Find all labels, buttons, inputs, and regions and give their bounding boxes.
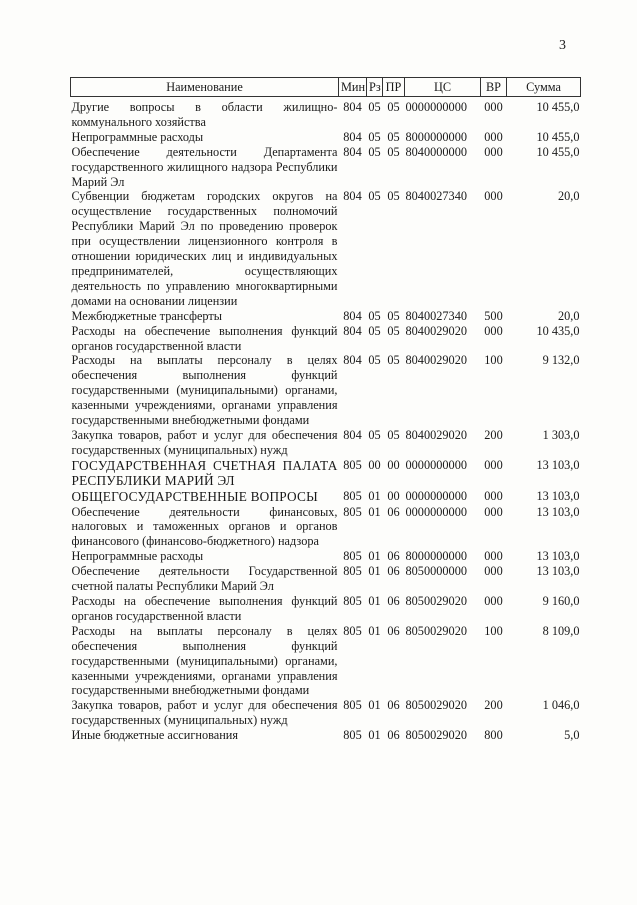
row-name-cell: Обеспечение деятельности финансовых, налоговых и таможенных органов и органов финансового (финансово-бюджетного) надзора (71, 504, 338, 549)
row-name-cell: Другие вопросы в области жилищно-коммунального хозяйства (71, 100, 338, 129)
row-sum-cell: 20,0 (557, 189, 580, 204)
table-row (71, 458, 581, 489)
column-header-min: Мин (339, 78, 367, 97)
row-name-cell: Расходы на обеспечение выполнения функций органов государственной власти (71, 323, 338, 353)
row-sum-cell: 13 103,0 (536, 504, 580, 519)
row-name-cell: ГОСУДАРСТВЕННАЯ СЧЕТНАЯ ПАЛАТА РЕСПУБЛИКИ МАРИЙ ЭЛ (71, 457, 338, 489)
row-rz-cell: 05 (368, 129, 381, 144)
row-cs-cell: 8040027340 (405, 189, 467, 204)
row-rz-cell: 05 (368, 308, 381, 323)
row-sum-cell: 13 103,0 (536, 549, 580, 564)
row-vr-cell: 000 (484, 488, 503, 503)
row-name-cell: Непрограммные расходы (71, 549, 204, 564)
row-rz-cell: 05 (368, 427, 381, 442)
row-name-cell: Обеспечение деятельности Департамента государственного жилищного надзора Республики Марий Эл (71, 144, 338, 189)
row-pr-cell: 06 (387, 504, 400, 519)
row-cs-cell: 8050029020 (405, 593, 467, 608)
row-name-cell: Межбюджетные трансферты (71, 308, 223, 323)
column-header-vr: ВР (481, 78, 507, 97)
table-row (71, 728, 581, 743)
row-name-cell: Расходы на обеспечение выполнения функций органов государственной власти (71, 593, 338, 623)
row-cs-cell: 8050029020 (405, 623, 467, 638)
table-row (71, 145, 581, 190)
row-rz-cell: 05 (368, 323, 381, 338)
row-sum-cell: 10 455,0 (536, 144, 580, 159)
row-sum-cell: 1 303,0 (542, 427, 580, 442)
row-cs-cell: 8050029020 (405, 698, 467, 713)
table-body (71, 97, 581, 744)
row-vr-cell: 000 (484, 144, 503, 159)
column-header-sum: Сумма (507, 78, 581, 97)
row-rz-cell: 00 (368, 457, 381, 472)
row-pr-cell: 05 (387, 308, 400, 323)
row-name-cell: Расходы на выплаты персоналу в целях обеспечения выполнения функций государственными (муниципальными) органами, казенными учреждениями, органами управления государственными внебюджетными фондами (71, 623, 338, 698)
row-name-cell: Закупка товаров, работ и услуг для обеспечения государственных (муниципальных) нужд (71, 427, 338, 457)
row-vr-cell: 000 (484, 504, 503, 519)
row-rz-cell: 01 (368, 728, 381, 743)
column-header-name: Наименование (71, 78, 339, 97)
row-pr-cell: 05 (387, 353, 400, 368)
row-pr-cell: 05 (387, 129, 400, 144)
row-sum-cell: 13 103,0 (536, 564, 580, 579)
row-name-cell: Непрограммные расходы (71, 129, 204, 144)
row-vr-cell: 000 (484, 564, 503, 579)
row-cs-cell: 8050029020 (405, 728, 467, 743)
row-rz-cell: 01 (368, 549, 381, 564)
row-min-cell: 805 (343, 564, 362, 579)
table-row (71, 353, 581, 428)
row-rz-cell: 01 (368, 698, 381, 713)
row-name-cell: Иные бюджетные ассигнования (71, 728, 239, 743)
row-cs-cell: 8040029020 (405, 427, 467, 442)
row-vr-cell: 000 (484, 549, 503, 564)
row-pr-cell: 05 (387, 323, 400, 338)
row-vr-cell: 000 (484, 593, 503, 608)
row-min-cell: 804 (343, 100, 362, 114)
row-vr-cell: 000 (484, 457, 503, 472)
row-rz-cell: 01 (368, 623, 381, 638)
row-rz-cell: 01 (368, 593, 381, 608)
row-pr-cell: 05 (387, 144, 400, 159)
row-rz-cell: 05 (368, 100, 381, 114)
row-rz-cell: 05 (368, 189, 381, 204)
row-vr-cell: 500 (484, 308, 503, 323)
row-sum-cell: 13 103,0 (536, 488, 580, 503)
row-name-cell: ОБЩЕГОСУДАРСТВЕННЫЕ ВОПРОСЫ (71, 488, 318, 504)
row-pr-cell: 06 (387, 728, 400, 743)
row-name-cell: Расходы на выплаты персоналу в целях обеспечения выполнения функций государственными (муниципальными) органами, казенными учреждениями, органами управления государственными внебюджетными фондами (71, 353, 338, 428)
row-min-cell: 805 (343, 504, 362, 519)
table-row (71, 428, 581, 458)
row-pr-cell: 06 (387, 564, 400, 579)
row-pr-cell: 05 (387, 100, 400, 114)
row-pr-cell: 00 (387, 457, 400, 472)
row-min-cell: 804 (343, 323, 362, 338)
row-vr-cell: 000 (484, 323, 503, 338)
row-cs-cell: 8040027340 (405, 308, 467, 323)
row-min-cell: 804 (343, 427, 362, 442)
column-header-rz: Рз (367, 78, 383, 97)
row-pr-cell: 06 (387, 593, 400, 608)
table-row (71, 309, 581, 324)
row-min-cell: 804 (343, 189, 362, 204)
row-cs-cell: 8000000000 (405, 549, 467, 564)
row-min-cell: 804 (343, 129, 362, 144)
row-pr-cell: 06 (387, 698, 400, 713)
table-row (71, 324, 581, 354)
row-cs-cell: 0000000000 (405, 504, 467, 519)
row-vr-cell: 100 (484, 623, 503, 638)
row-min-cell: 804 (343, 353, 362, 368)
row-pr-cell: 05 (387, 189, 400, 204)
row-cs-cell: 0000000000 (405, 100, 467, 114)
row-vr-cell: 000 (484, 129, 503, 144)
row-min-cell: 805 (343, 457, 362, 472)
table-row (71, 594, 581, 624)
row-min-cell: 805 (343, 488, 362, 503)
row-min-cell: 805 (343, 623, 362, 638)
row-cs-cell: 8050000000 (405, 564, 467, 579)
row-sum-cell: 9 160,0 (542, 593, 580, 608)
row-sum-cell: 10 455,0 (536, 100, 580, 114)
row-min-cell: 805 (343, 728, 362, 743)
row-rz-cell: 05 (368, 353, 381, 368)
row-pr-cell: 05 (387, 427, 400, 442)
row-cs-cell: 0000000000 (405, 488, 467, 503)
row-sum-cell: 5,0 (564, 728, 580, 743)
row-min-cell: 805 (343, 593, 362, 608)
row-sum-cell: 10 455,0 (536, 129, 580, 144)
table-row (71, 505, 581, 550)
row-rz-cell: 01 (368, 488, 381, 503)
table-row (71, 564, 581, 594)
page-number: 3 (559, 38, 566, 53)
row-pr-cell: 06 (387, 623, 400, 638)
table-row (71, 130, 581, 145)
row-sum-cell: 8 109,0 (542, 623, 580, 638)
row-min-cell: 804 (343, 308, 362, 323)
row-sum-cell: 20,0 (557, 308, 580, 323)
table-row (71, 624, 581, 699)
row-min-cell: 805 (343, 549, 362, 564)
row-min-cell: 804 (343, 144, 362, 159)
row-vr-cell: 200 (484, 698, 503, 713)
column-header-pr: ПР (383, 78, 405, 97)
column-header-cs: ЦС (405, 78, 481, 97)
row-pr-cell: 00 (387, 488, 400, 503)
row-vr-cell: 200 (484, 427, 503, 442)
row-cs-cell: 8040029020 (405, 353, 467, 368)
row-vr-cell: 800 (484, 728, 503, 743)
row-vr-cell: 000 (484, 100, 503, 114)
table-header-row (71, 78, 581, 97)
table-row (71, 698, 581, 728)
table-row (71, 189, 581, 308)
row-cs-cell: 0000000000 (405, 457, 467, 472)
row-min-cell: 805 (343, 698, 362, 713)
row-rz-cell: 01 (368, 564, 381, 579)
row-name-cell: Закупка товаров, работ и услуг для обеспечения государственных (муниципальных) нужд (71, 698, 338, 728)
row-cs-cell: 8040029020 (405, 323, 467, 338)
row-cs-cell: 8040000000 (405, 144, 467, 159)
table-row (71, 549, 581, 564)
table-row (71, 100, 581, 130)
budget-table (70, 77, 581, 743)
row-pr-cell: 06 (387, 549, 400, 564)
row-rz-cell: 05 (368, 144, 381, 159)
row-name-cell: Субвенции бюджетам городских округов на осуществление государственных полномочий Республики Марий Эл по проведению проверок при осуществлении лицензионного контроля в отношении юридических лиц и индивидуальных предпринимателей, осуществляющих деятельность по управлению многоквартирными домами на основании лицензии (71, 189, 338, 308)
row-sum-cell: 1 046,0 (542, 698, 580, 713)
row-sum-cell: 13 103,0 (536, 457, 580, 472)
row-name-cell: Обеспечение деятельности Государственной счетной палаты Республики Марий Эл (71, 564, 338, 594)
row-sum-cell: 10 435,0 (536, 323, 580, 338)
row-cs-cell: 8000000000 (405, 129, 467, 144)
row-sum-cell: 9 132,0 (542, 353, 580, 368)
table-row (71, 489, 581, 505)
row-vr-cell: 000 (484, 189, 503, 204)
row-vr-cell: 100 (484, 353, 503, 368)
row-rz-cell: 01 (368, 504, 381, 519)
